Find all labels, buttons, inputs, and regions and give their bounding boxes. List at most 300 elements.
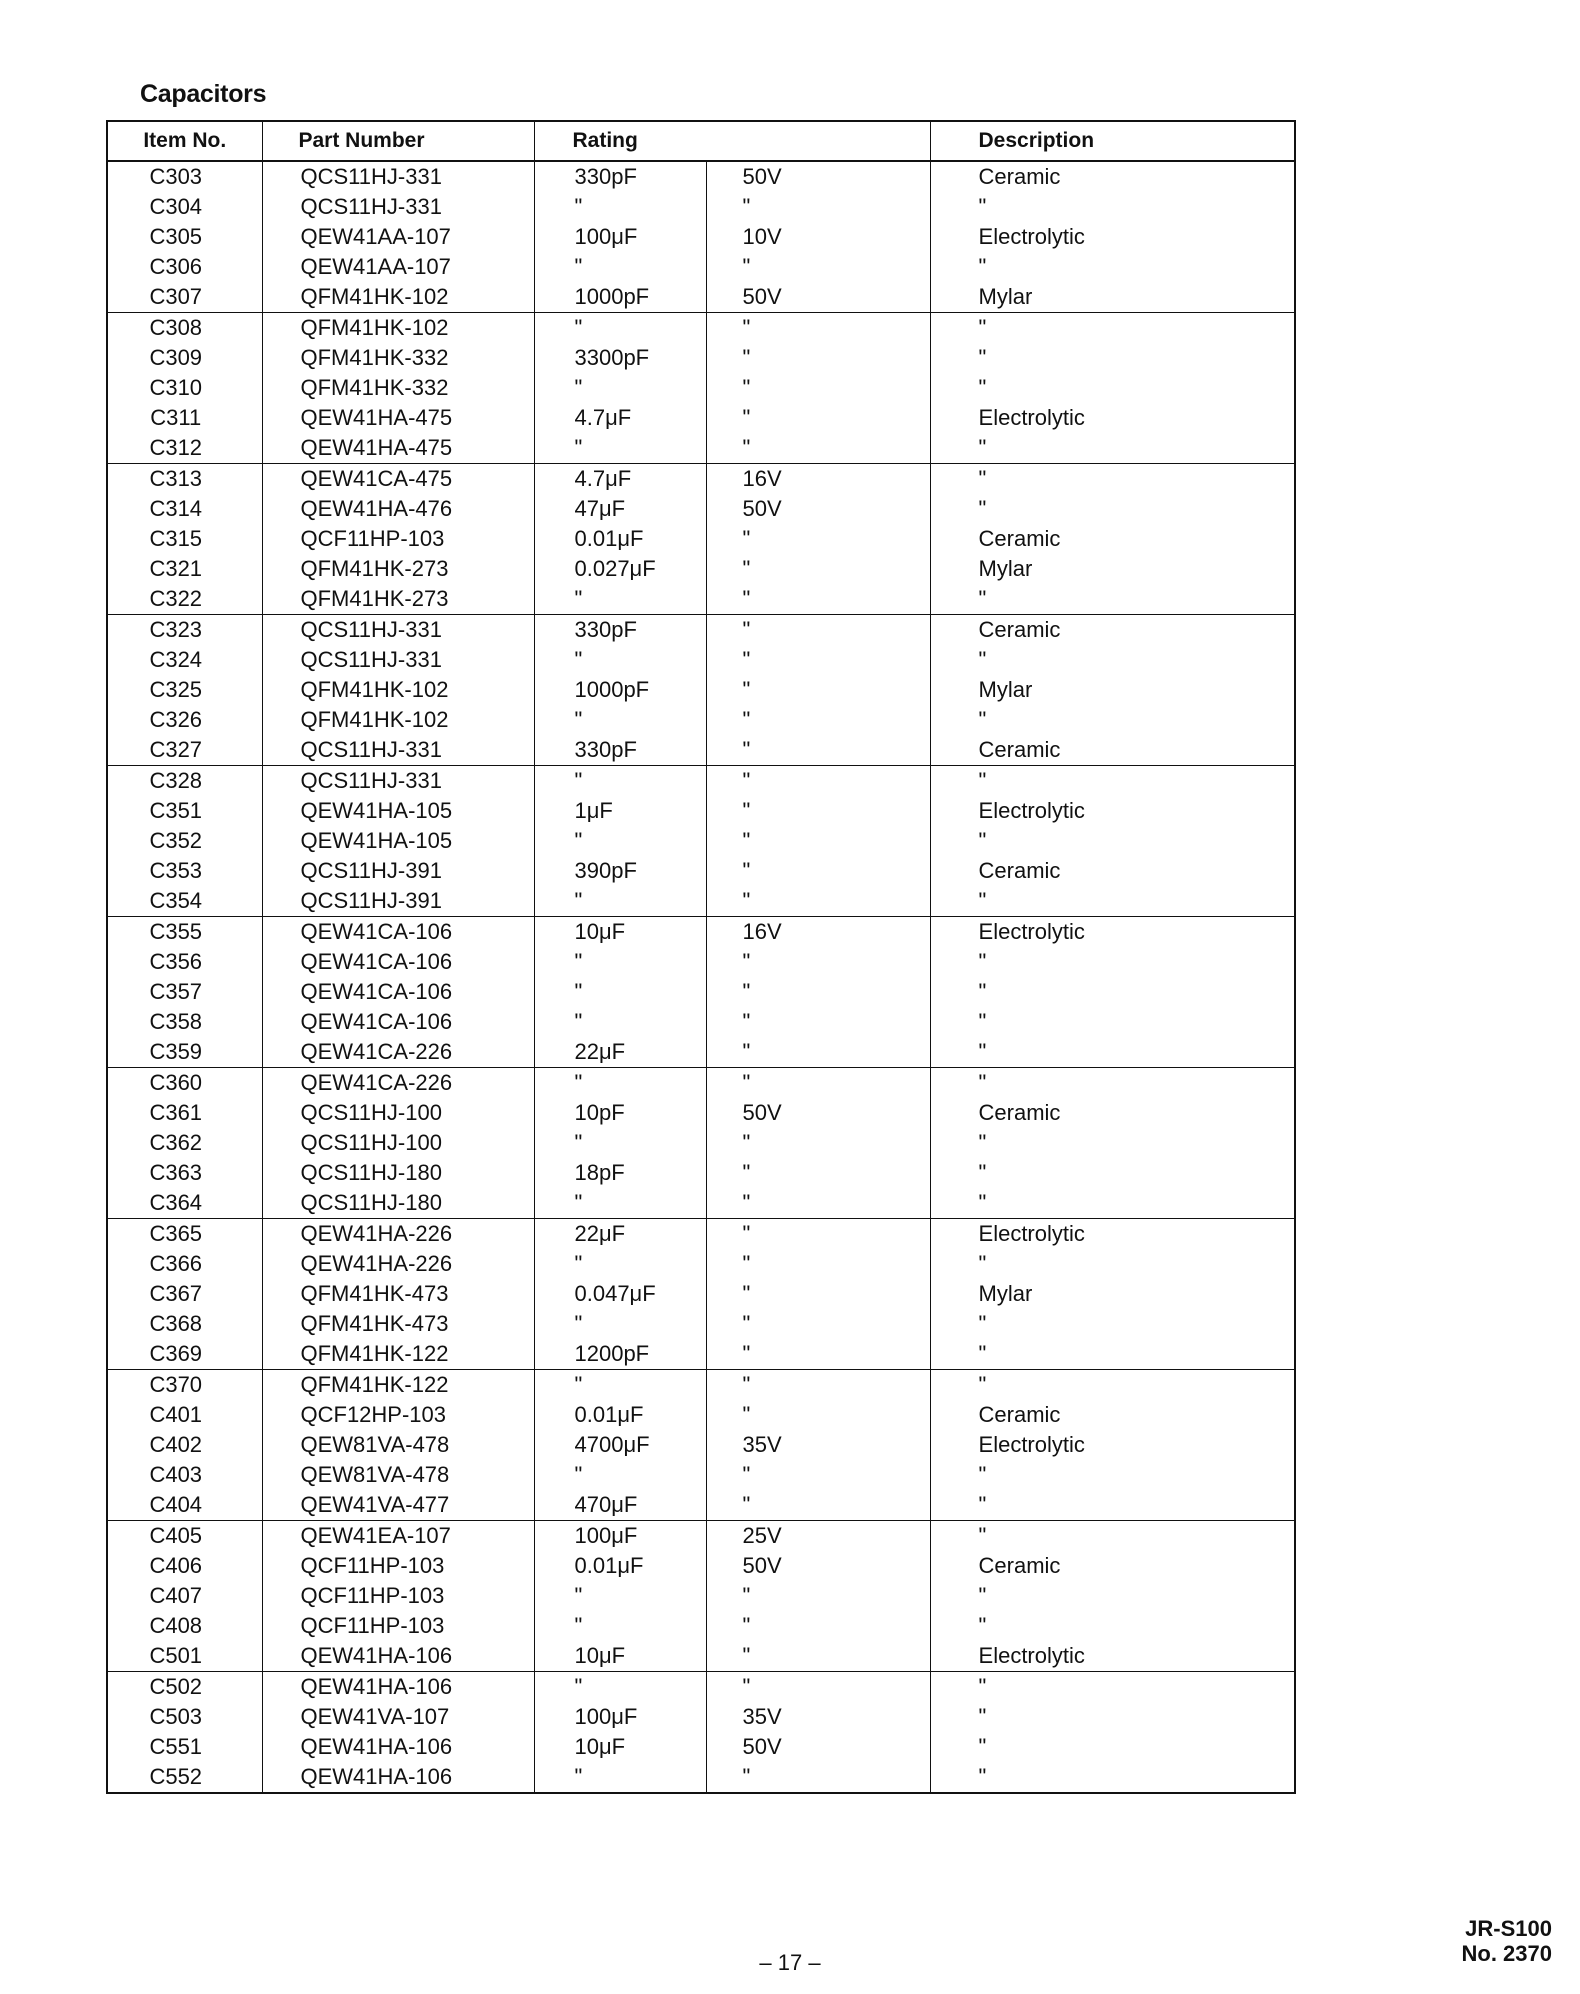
item-number-cell: C325: [149, 677, 203, 702]
table-row: [107, 1702, 1295, 1732]
description-cell: ": [930, 373, 1295, 403]
rating-voltage-cell: ": [706, 1068, 930, 1099]
rating-value-cell: ": [534, 584, 706, 615]
rating-voltage-cell: ": [706, 313, 930, 344]
part-number-cell: QEW41CA-106: [262, 977, 534, 1007]
part-number-cell: QCF11HP-103: [262, 1581, 534, 1611]
rating-voltage-cell: ": [706, 1490, 930, 1521]
rating-voltage-cell: ": [706, 856, 930, 886]
rating-voltage-cell: ": [706, 615, 930, 646]
part-number-cell: QEW41HA-106: [262, 1641, 534, 1672]
part-number-cell: QFM41HK-473: [262, 1279, 534, 1309]
description-cell: Electrolytic: [930, 796, 1295, 826]
rating-voltage-cell: ": [706, 1672, 930, 1703]
description-cell: Ceramic: [930, 1098, 1295, 1128]
rating-voltage-cell: 50V: [706, 282, 930, 313]
rating-value-cell: 1μF: [534, 796, 706, 826]
rating-voltage-cell: ": [706, 403, 930, 433]
item-number-cell: C306: [149, 254, 203, 279]
capacitor-parts-table: [106, 120, 1296, 1794]
rating-value-cell: ": [534, 1672, 706, 1703]
rating-voltage-cell: ": [706, 1249, 930, 1279]
table-header: [107, 121, 1295, 161]
table-row: [107, 1098, 1295, 1128]
rating-value-cell: 1200pF: [534, 1339, 706, 1370]
rating-voltage-cell: ": [706, 1309, 930, 1339]
rating-voltage-cell: 10V: [706, 222, 930, 252]
item-number-cell: C308: [107, 313, 262, 344]
table-row: [107, 1490, 1295, 1521]
description-cell: ": [930, 705, 1295, 735]
part-number-cell: QEW41HA-105: [262, 796, 534, 826]
table-row: [107, 1219, 1295, 1250]
description-cell: ": [930, 1188, 1295, 1219]
rating-voltage-cell: ": [706, 1762, 930, 1793]
table-row: [107, 464, 1295, 495]
part-number-cell: QCS11HJ-180: [262, 1158, 534, 1188]
rating-voltage-cell: ": [706, 1581, 930, 1611]
item-number-cell: C402: [149, 1432, 203, 1457]
part-number-cell: QEW41HA-226: [262, 1249, 534, 1279]
rating-voltage-cell: ": [706, 584, 930, 615]
rating-value-cell: 330pF: [534, 615, 706, 646]
item-number-cell: C322: [149, 586, 203, 611]
rating-voltage-cell: 35V: [706, 1430, 930, 1460]
rating-value-cell: ": [534, 373, 706, 403]
rating-value-cell: 18pF: [534, 1158, 706, 1188]
table-row: [107, 1370, 1295, 1401]
description-cell: Ceramic: [930, 735, 1295, 766]
rating-value-cell: 10μF: [534, 1732, 706, 1762]
rating-voltage-cell: ": [706, 192, 930, 222]
rating-value-cell: 330pF: [534, 161, 706, 192]
table-row: [107, 735, 1295, 766]
table-row: [107, 947, 1295, 977]
description-cell: ": [930, 977, 1295, 1007]
item-number-cell: C367: [149, 1281, 203, 1306]
table-row: [107, 1551, 1295, 1581]
table-row: [107, 1732, 1295, 1762]
item-number-cell: C310: [149, 375, 203, 400]
rating-voltage-cell: ": [706, 1611, 930, 1641]
item-number-cell: C305: [149, 224, 203, 249]
rating-voltage-cell: ": [706, 524, 930, 554]
rating-voltage-cell: ": [706, 1641, 930, 1672]
description-cell: ": [930, 1521, 1295, 1552]
item-number-cell: C355: [107, 917, 262, 948]
rating-value-cell: ": [534, 1128, 706, 1158]
table-row: [107, 615, 1295, 646]
rating-voltage-cell: ": [706, 1219, 930, 1250]
description-cell: ": [930, 766, 1295, 797]
description-cell: Electrolytic: [930, 222, 1295, 252]
table-row: [107, 1672, 1295, 1703]
rating-value-cell: ": [534, 977, 706, 1007]
header-item-no: Item No.: [107, 121, 262, 161]
rating-value-cell: 47μF: [534, 494, 706, 524]
part-number-cell: QCS11HJ-391: [262, 886, 534, 917]
header-rating: Rating: [534, 121, 930, 161]
rating-value-cell: ": [534, 1188, 706, 1219]
description-cell: ": [930, 1732, 1295, 1762]
table-row: [107, 192, 1295, 222]
item-number-cell: C326: [149, 707, 203, 732]
rating-voltage-cell: ": [706, 977, 930, 1007]
rating-voltage-cell: ": [706, 1339, 930, 1370]
rating-voltage-cell: ": [706, 766, 930, 797]
description-cell: ": [930, 1702, 1295, 1732]
part-number-cell: QFM41HK-102: [262, 675, 534, 705]
part-number-cell: QEW41EA-107: [262, 1521, 534, 1552]
description-cell: Electrolytic: [930, 1641, 1295, 1672]
table-row: [107, 1249, 1295, 1279]
part-number-cell: QEW41HA-106: [262, 1732, 534, 1762]
table-row: [107, 1521, 1295, 1552]
table-row: [107, 645, 1295, 675]
table-row: [107, 554, 1295, 584]
description-cell: Electrolytic: [930, 1430, 1295, 1460]
item-number-cell: C501: [149, 1643, 203, 1668]
rating-voltage-cell: 50V: [706, 1732, 930, 1762]
description-cell: Ceramic: [930, 615, 1295, 646]
part-number-cell: QCS11HJ-331: [262, 192, 534, 222]
item-number-cell: C351: [149, 798, 203, 823]
rating-voltage-cell: 25V: [706, 1521, 930, 1552]
part-number-cell: QEW41CA-106: [262, 917, 534, 948]
rating-voltage-cell: ": [706, 1128, 930, 1158]
part-number-cell: QFM41HK-122: [262, 1339, 534, 1370]
table-row: [107, 1400, 1295, 1430]
rating-value-cell: 22μF: [534, 1219, 706, 1250]
rating-value-cell: 0.047μF: [534, 1279, 706, 1309]
table-row: [107, 1128, 1295, 1158]
description-cell: ": [930, 313, 1295, 344]
table-row: [107, 1037, 1295, 1068]
part-number-cell: QFM41HK-273: [262, 584, 534, 615]
rating-value-cell: 4.7μF: [534, 403, 706, 433]
description-cell: ": [930, 826, 1295, 856]
item-number-cell: C406: [149, 1553, 203, 1578]
header-part-number: Part Number: [262, 121, 534, 161]
rating-voltage-cell: ": [706, 886, 930, 917]
rating-value-cell: ": [534, 1762, 706, 1793]
rating-voltage-cell: ": [706, 1007, 930, 1037]
item-number-cell: C363: [149, 1160, 203, 1185]
rating-value-cell: ": [534, 886, 706, 917]
rating-voltage-cell: ": [706, 433, 930, 464]
rating-voltage-cell: 50V: [706, 1551, 930, 1581]
part-number-cell: QCS11HJ-391: [262, 856, 534, 886]
table-row: [107, 1007, 1295, 1037]
description-cell: ": [930, 947, 1295, 977]
item-number-cell: C365: [107, 1219, 262, 1250]
rating-voltage-cell: ": [706, 1460, 930, 1490]
table-row: [107, 826, 1295, 856]
description-cell: ": [930, 1581, 1295, 1611]
item-number-cell: C352: [149, 828, 203, 853]
table-row: [107, 1309, 1295, 1339]
table-row: [107, 161, 1295, 192]
item-number-cell: C408: [149, 1613, 203, 1638]
table-row: [107, 1641, 1295, 1672]
part-number-cell: QEW41AA-107: [262, 252, 534, 282]
table-row: [107, 675, 1295, 705]
rating-voltage-cell: ": [706, 554, 930, 584]
table-row: [107, 917, 1295, 948]
table-row: [107, 1279, 1295, 1309]
table-row: [107, 433, 1295, 464]
description-cell: ": [930, 1460, 1295, 1490]
part-number-cell: QEW41VA-477: [262, 1490, 534, 1521]
rating-value-cell: ": [534, 1370, 706, 1401]
part-number-cell: QCF11HP-103: [262, 1551, 534, 1581]
description-cell: ": [930, 886, 1295, 917]
rating-voltage-cell: ": [706, 343, 930, 373]
part-number-cell: QFM41HK-332: [262, 343, 534, 373]
table-row: [107, 766, 1295, 797]
description-cell: ": [930, 1007, 1295, 1037]
table-row: [107, 282, 1295, 313]
rating-voltage-cell: 16V: [706, 917, 930, 948]
rating-value-cell: 10μF: [534, 1641, 706, 1672]
part-number-cell: QFM41HK-273: [262, 554, 534, 584]
table-row: [107, 886, 1295, 917]
rating-voltage-cell: ": [706, 1037, 930, 1068]
item-number-cell: C502: [107, 1672, 262, 1703]
description-cell: ": [930, 464, 1295, 495]
item-number-cell: C362: [149, 1130, 203, 1155]
document-reference: [1462, 1916, 1553, 1966]
rating-voltage-cell: ": [706, 373, 930, 403]
description-cell: Ceramic: [930, 524, 1295, 554]
rating-value-cell: ": [534, 1249, 706, 1279]
description-cell: ": [930, 645, 1295, 675]
rating-voltage-cell: ": [706, 252, 930, 282]
table-row: [107, 796, 1295, 826]
part-number-cell: QFM41HK-473: [262, 1309, 534, 1339]
description-cell: ": [930, 1490, 1295, 1521]
table-row: [107, 343, 1295, 373]
part-number-cell: QEW41HA-475: [262, 433, 534, 464]
rating-value-cell: 390pF: [534, 856, 706, 886]
item-number-cell: C551: [149, 1734, 203, 1759]
part-number-cell: QFM41HK-102: [262, 705, 534, 735]
description-cell: ": [930, 1037, 1295, 1068]
rating-voltage-cell: ": [706, 947, 930, 977]
rating-value-cell: 3300pF: [534, 343, 706, 373]
page-number: – 17 –: [759, 1950, 821, 1975]
part-number-cell: QFM41HK-102: [262, 282, 534, 313]
part-number-cell: QCS11HJ-331: [262, 161, 534, 192]
item-number-cell: C357: [149, 979, 203, 1004]
table-row: [107, 1068, 1295, 1099]
item-number-cell: C315: [149, 526, 203, 551]
part-number-cell: QFM41HK-332: [262, 373, 534, 403]
table-row: [107, 1762, 1295, 1793]
item-number-cell: C358: [149, 1009, 203, 1034]
header-description: Description: [930, 121, 1295, 161]
item-number-cell: C309: [149, 345, 203, 370]
rating-value-cell: ": [534, 1460, 706, 1490]
item-number-cell: C321: [149, 556, 203, 581]
part-number-cell: QEW41CA-106: [262, 947, 534, 977]
item-number-cell: C303: [149, 164, 203, 189]
rating-voltage-cell: ": [706, 1400, 930, 1430]
part-number-cell: QEW41HA-475: [262, 403, 534, 433]
table-row: [107, 403, 1295, 433]
part-number-cell: QCF12HP-103: [262, 1400, 534, 1430]
item-number-cell: C404: [149, 1492, 203, 1517]
part-number-cell: QCS11HJ-331: [262, 615, 534, 646]
rating-voltage-cell: ": [706, 1370, 930, 1401]
item-number-cell: C407: [149, 1583, 203, 1608]
description-cell: Mylar: [930, 282, 1295, 313]
part-number-cell: QEW41CA-475: [262, 464, 534, 495]
part-number-cell: QCS11HJ-331: [262, 645, 534, 675]
item-number-cell: C503: [149, 1704, 203, 1729]
part-number-cell: QEW41VA-107: [262, 1702, 534, 1732]
part-number-cell: QEW41CA-226: [262, 1068, 534, 1099]
rating-voltage-cell: 16V: [706, 464, 930, 495]
part-number-cell: QCS11HJ-331: [262, 766, 534, 797]
rating-value-cell: 10μF: [534, 917, 706, 948]
rating-value-cell: ": [534, 313, 706, 344]
document-number: No. 2370: [1461, 1941, 1552, 1966]
table-row: [107, 584, 1295, 615]
description-cell: Ceramic: [930, 856, 1295, 886]
rating-value-cell: 0.01μF: [534, 1551, 706, 1581]
table-row: [107, 252, 1295, 282]
part-number-cell: QEW41HA-106: [262, 1762, 534, 1793]
description-cell: Ceramic: [930, 1551, 1295, 1581]
rating-value-cell: 4700μF: [534, 1430, 706, 1460]
rating-value-cell: 100μF: [534, 222, 706, 252]
header-row: [107, 121, 1295, 161]
rating-value-cell: ": [534, 1068, 706, 1099]
part-number-cell: QFM41HK-122: [262, 1370, 534, 1401]
rating-voltage-cell: ": [706, 705, 930, 735]
part-number-cell: QFM41HK-102: [262, 313, 534, 344]
rating-voltage-cell: ": [706, 1158, 930, 1188]
part-number-cell: QEW41CA-106: [262, 1007, 534, 1037]
part-number-cell: QCS11HJ-100: [262, 1128, 534, 1158]
rating-value-cell: ": [534, 1309, 706, 1339]
item-number-cell: C356: [149, 949, 203, 974]
description-cell: ": [930, 1158, 1295, 1188]
part-number-cell: QEW41HA-105: [262, 826, 534, 856]
rating-voltage-cell: ": [706, 1188, 930, 1219]
part-number-cell: QEW41HA-226: [262, 1219, 534, 1250]
item-number-cell: C304: [149, 194, 203, 219]
table-row: [107, 856, 1295, 886]
part-number-cell: QCF11HP-103: [262, 1611, 534, 1641]
table-row: [107, 1158, 1295, 1188]
rating-value-cell: ": [534, 252, 706, 282]
rating-voltage-cell: 35V: [706, 1702, 930, 1732]
item-number-cell: C370: [107, 1370, 262, 1401]
item-number-cell: C314: [149, 496, 203, 521]
model-number: JR-S100: [1465, 1916, 1552, 1941]
rating-value-cell: ": [534, 705, 706, 735]
rating-value-cell: 0.027μF: [534, 554, 706, 584]
description-cell: ": [930, 1611, 1295, 1641]
description-cell: Mylar: [930, 675, 1295, 705]
description-cell: ": [930, 252, 1295, 282]
description-cell: ": [930, 192, 1295, 222]
rating-value-cell: ": [534, 1611, 706, 1641]
rating-value-cell: ": [534, 1581, 706, 1611]
rating-value-cell: ": [534, 645, 706, 675]
table-row: [107, 977, 1295, 1007]
description-cell: ": [930, 433, 1295, 464]
table-row: [107, 524, 1295, 554]
table-row: [107, 313, 1295, 344]
item-number-cell: C328: [107, 766, 262, 797]
description-cell: ": [930, 1370, 1295, 1401]
rating-value-cell: 0.01μF: [534, 524, 706, 554]
part-number-cell: QEW81VA-478: [262, 1430, 534, 1460]
item-number-cell: C360: [107, 1068, 262, 1099]
rating-value-cell: 100μF: [534, 1702, 706, 1732]
part-number-cell: QEW41CA-226: [262, 1037, 534, 1068]
description-cell: ": [930, 1762, 1295, 1793]
item-number-cell: C403: [149, 1462, 203, 1487]
rating-value-cell: 1000pF: [534, 282, 706, 313]
rating-value-cell: ": [534, 1007, 706, 1037]
description-cell: ": [930, 1068, 1295, 1099]
rating-voltage-cell: ": [706, 1279, 930, 1309]
item-number-cell: C405: [107, 1521, 262, 1552]
rating-value-cell: ": [534, 947, 706, 977]
description-cell: ": [930, 1339, 1295, 1370]
description-cell: Mylar: [930, 554, 1295, 584]
rating-voltage-cell: 50V: [706, 1098, 930, 1128]
item-number-cell: C312: [149, 435, 203, 460]
table-body: [107, 161, 1295, 1793]
description-cell: ": [930, 1672, 1295, 1703]
description-cell: ": [930, 1128, 1295, 1158]
description-cell: ": [930, 1309, 1295, 1339]
item-number-cell: C369: [149, 1341, 203, 1366]
item-number-cell: C327: [149, 737, 203, 762]
rating-value-cell: 4.7μF: [534, 464, 706, 495]
part-number-cell: QEW41HA-106: [262, 1672, 534, 1703]
rating-value-cell: 0.01μF: [534, 1400, 706, 1430]
item-number-cell: C311: [150, 405, 202, 430]
part-number-cell: QCS11HJ-180: [262, 1188, 534, 1219]
table-row: [107, 494, 1295, 524]
description-cell: Ceramic: [930, 161, 1295, 192]
rating-value-cell: 22μF: [534, 1037, 706, 1068]
rating-value-cell: 330pF: [534, 735, 706, 766]
part-number-cell: QEW41HA-476: [262, 494, 534, 524]
rating-voltage-cell: ": [706, 826, 930, 856]
rating-voltage-cell: 50V: [706, 494, 930, 524]
part-number-cell: QCS11HJ-331: [262, 735, 534, 766]
rating-voltage-cell: ": [706, 675, 930, 705]
item-number-cell: C366: [149, 1251, 203, 1276]
rating-value-cell: 470μF: [534, 1490, 706, 1521]
description-cell: Mylar: [930, 1279, 1295, 1309]
description-cell: Electrolytic: [930, 403, 1295, 433]
item-number-cell: C307: [149, 284, 203, 309]
description-cell: ": [930, 343, 1295, 373]
table-row: [107, 1188, 1295, 1219]
table-row: [107, 1430, 1295, 1460]
rating-voltage-cell: ": [706, 735, 930, 766]
description-cell: Electrolytic: [930, 1219, 1295, 1250]
table-row: [107, 373, 1295, 403]
